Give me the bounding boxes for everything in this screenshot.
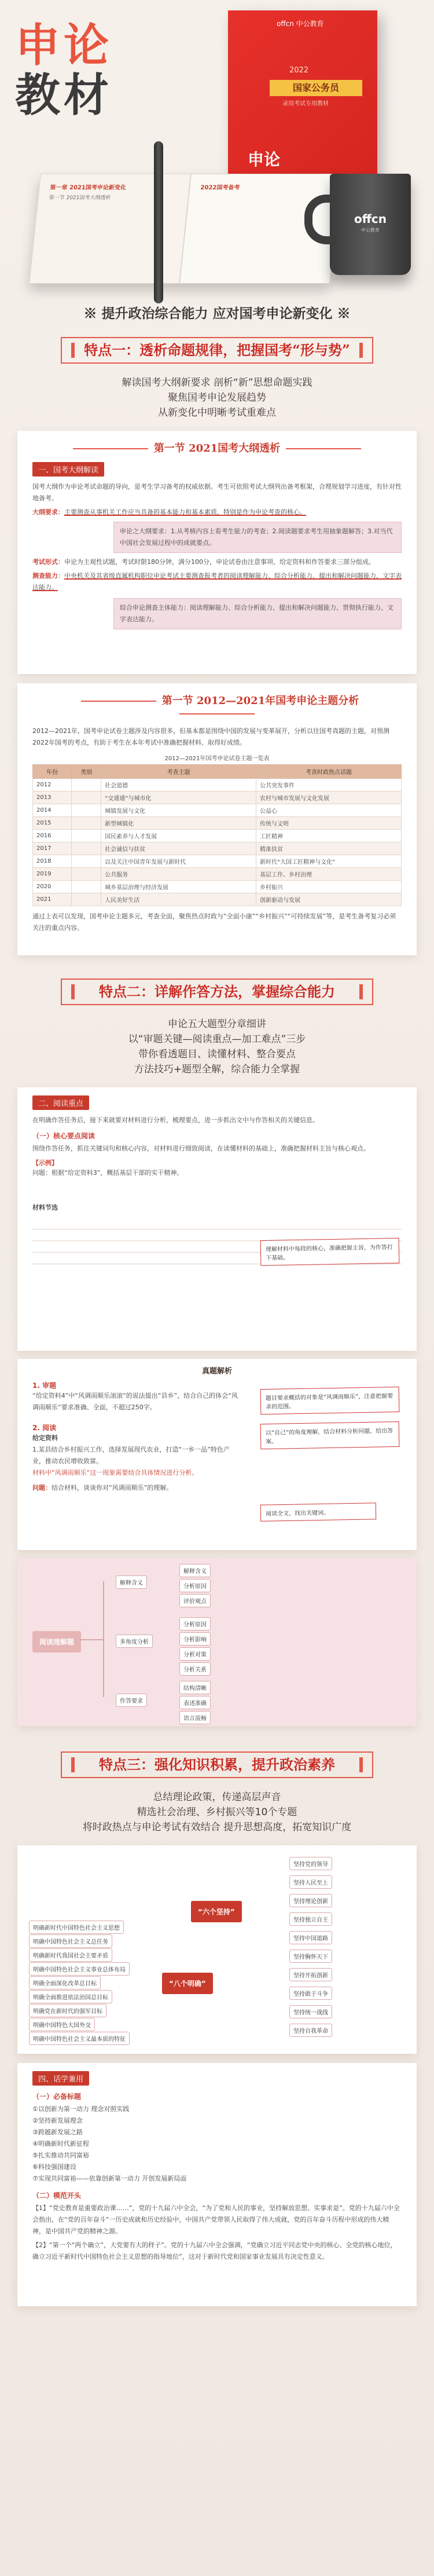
- mindmap-leaf: 评价观点: [179, 1594, 211, 1607]
- ribbon-bar-right: [359, 984, 363, 999]
- mindmap-connector: [103, 1581, 104, 1697]
- section2-p2: 通过上表可以发现，国考申论主题多元，考查全面，聚焦热点时政与“全面小康”“乡村振兴”“可持续发展”等，是考生备考复习必须关注的重点内容。: [32, 913, 396, 932]
- section1-card: [17, 431, 417, 674]
- table-row: [33, 881, 402, 893]
- hero-title: [15, 19, 113, 122]
- section2-heading: 第一节 2012—2021年国考申论主题分析: [32, 683, 402, 720]
- feature1-bullet: 聚焦国考申论发展趋势: [168, 392, 266, 404]
- table-cell: 农村与城市发展与文化发展: [256, 792, 401, 804]
- detail-q2: 2. 阅读: [32, 1424, 57, 1432]
- table-cell: 2019: [33, 868, 72, 881]
- mindmap-branch: 多角度分析: [116, 1635, 153, 1648]
- ribbon-bar-right: [359, 343, 363, 358]
- mindmap-root: 阅读理解题: [32, 1631, 81, 1652]
- feature1-bullet: 解读国考大纲新要求 剖析“新”思想命题实践: [122, 377, 312, 389]
- book-publisher: offcn 中公教育: [277, 20, 324, 28]
- mindmap-branch: 作答要求: [116, 1694, 147, 1707]
- open-book-left-title: 第一章 2021国考申论新变化: [49, 185, 127, 191]
- title-item: ③跨越新发展之路: [32, 2128, 83, 2136]
- table-cell: 人民美好生活: [101, 893, 256, 906]
- table-cell: 2015: [33, 817, 72, 830]
- table-row: [33, 842, 402, 855]
- mug-image: [330, 174, 411, 275]
- pen-image: [154, 141, 163, 303]
- topics-left-item: 明确全面推进依法治国总目标: [29, 1990, 112, 2003]
- feature3-ribbon: [61, 1751, 373, 1778]
- mindmap-leaf: 分析对策: [179, 1647, 211, 1661]
- table-cell: 创新驱动与发展: [256, 893, 401, 906]
- section3-p1: 在明确作答任务后，接下来就要对材料进行分析，梳理要点，进一步抓出文中与作答相关的关键信息。: [32, 1116, 319, 1124]
- table-cell: [72, 868, 101, 881]
- title-item: ④明确新时代新征程: [32, 2140, 89, 2148]
- table-cell: 2012: [33, 779, 72, 792]
- mindmap-leaf: 分析原因: [179, 1617, 211, 1630]
- table-header: 考查时政热点话题: [256, 765, 401, 779]
- table-cell: “交通通”与城市化: [101, 792, 256, 804]
- hero-title-line2: 教材: [15, 69, 113, 122]
- feature2-bullet: 方法技巧+题型全解，综合能力全掌握: [134, 1064, 300, 1075]
- table-cell: [72, 855, 101, 868]
- ribbon-bar-left: [71, 984, 75, 999]
- ribbon-bar-right: [359, 1757, 363, 1772]
- feature1-bullets: [0, 375, 434, 420]
- section1-highlight2: 综合申论测查主体能力：阅读理解能力、综合分析能力、提出和解决问题能力、贯彻执行能力、文字表达能力。: [113, 598, 402, 629]
- book-year: 2022: [289, 66, 309, 75]
- open-book-left-page: [29, 174, 191, 284]
- feature3-bullet: 精选社会治理、乡村振兴等10个专题: [137, 1807, 297, 1818]
- table-header: 年份: [33, 765, 72, 779]
- table-cell: 2017: [33, 842, 72, 855]
- mindmap-leaf: 分析影响: [179, 1632, 211, 1646]
- feature2-bullet: 带你看透题目、读懂材料、整合要点: [138, 1049, 296, 1060]
- mindmap-leaf: 解释含义: [179, 1564, 211, 1577]
- mindmap-connector: [80, 1639, 103, 1640]
- table-row: [33, 868, 402, 881]
- topics-center-mid: “八个明确”: [162, 1973, 213, 1994]
- title-item: ⑦实现共同富裕——依靠创新第一动力 开创发展新局面: [32, 2175, 187, 2182]
- feature3-bullet: 总结理论政策，传递高层声音: [153, 1791, 281, 1803]
- mindmap-leaf: 语言流畅: [179, 1711, 211, 1724]
- feature2-ribbon: [61, 979, 373, 1005]
- margin-note: 理解材料中每段的核心，准确把握主旨，为作答打下基础。: [260, 1238, 400, 1266]
- section2-card: [17, 683, 417, 955]
- topics-left-item: 明确中国特色社会主义最本质的特征: [29, 2032, 130, 2045]
- mindmap-card: [17, 1558, 417, 1726]
- themes-table: [32, 764, 402, 906]
- topics-right-item: 坚持统一战线: [289, 2005, 332, 2018]
- topics-left-item: 明确中国特色社会主义总任务: [29, 1934, 112, 1948]
- feature2-bullet: 以“审题关键—阅读重点—加工难点”三步: [128, 1034, 306, 1045]
- section1-heading: 第一节 2021国考大纲透析: [32, 431, 402, 455]
- example-label: 【示例】: [32, 1159, 58, 1167]
- table-cell: 国民素养与人才发展: [101, 830, 256, 842]
- feature2-ribbon-text: 特点二：详解作答方法，掌握综合能力: [99, 983, 335, 1000]
- table-cell: [72, 779, 101, 792]
- table-cell: 公益心: [256, 804, 401, 817]
- book-subject: 申论: [248, 150, 281, 169]
- table-cell: 乡村振兴: [256, 881, 401, 893]
- topics-right-item: 坚持中国道路: [289, 1931, 332, 1944]
- title-item: ①以创新为第一动力 理念对照实践: [32, 2105, 130, 2113]
- detail-note3: 以“自己”的角度理解，结合材料分析问题，给出答案。: [260, 1421, 400, 1449]
- table-row: [33, 855, 402, 868]
- table-cell: 2014: [33, 804, 72, 817]
- table-cell: [72, 893, 101, 906]
- table-cell: 城镇发展与文化: [101, 804, 256, 817]
- section4-sub1: （一）必备标题: [32, 2093, 82, 2101]
- table-cell: 2020: [33, 881, 72, 893]
- book-series-sub: 录用考试专用教材: [282, 101, 329, 107]
- section1-p4-wrap: 测查能力：中央机关及其省级直属机构职位申论考试主要测查报考者的阅读理解能力、综合分析能力、提出和解决问题能力、文字表达能力。: [32, 572, 402, 591]
- table-cell: 2013: [33, 792, 72, 804]
- section1-highlight1: 申论之大纲要求：1.从考核内容上看考生能力的考查；2.阅读题要求考生用抽象题解答；3.对当代中国社会发展过程中的成就要点。: [113, 522, 402, 553]
- ribbon-bar-left: [71, 343, 75, 358]
- topics-left-item: 明确新时代我国社会主要矛盾: [29, 1948, 112, 1962]
- table-header: 类别: [72, 765, 101, 779]
- table-cell: [72, 804, 101, 817]
- hero-title-line1: 申论: [15, 19, 113, 72]
- section3-tag: 二、阅读重点: [32, 1095, 89, 1110]
- table-cell: 公共突发事件: [256, 779, 401, 792]
- detail-q2-text: 1.某县结合乡村振兴工作，选择发展现代农业，打造“一乡一品”特色产业，推动农民增收致富。: [32, 1446, 230, 1465]
- section4-card: [17, 2063, 417, 2306]
- feature1-ribbon-text: 特点一：透析命题规律，把握国考“形与势”: [84, 342, 350, 358]
- detail-card: [17, 1359, 417, 1550]
- mindmap-leaf: 结构清晰: [179, 1681, 211, 1694]
- feature1-bullet: 从新变化中明晰考试重难点: [158, 407, 276, 419]
- detail-q2-red: 材料中“风调雨顺乐”这一现象需要结合具体情况进行分析。: [32, 1469, 198, 1476]
- section4-p2: 【2】“第一个“两个确立”，大党要有大的样子”。党的十九届六中全会强调，“党确立习近平同志党中央的核心、全党的核心地位，确立习近平新时代中国特色社会主义思想的指导地位”，这对于新时代党和国家事业发展具有决定性意义。: [32, 2241, 397, 2260]
- section3-sub: （一）核心要点阅读: [32, 1132, 95, 1140]
- table-row: [33, 893, 402, 906]
- table-row: [33, 804, 402, 817]
- table-cell: [72, 881, 101, 893]
- example-question: 问题：根据“给定资料3”，概括基层干部的实干精神。: [32, 1169, 183, 1177]
- feature2-bullets: [0, 1017, 434, 1077]
- topics-center-top: “六个坚持”: [191, 1901, 242, 1922]
- table-cell: 精准扶贫: [256, 842, 401, 855]
- mindmap-leaf: 表述准确: [179, 1696, 211, 1709]
- detail-q1-text: “给定资料4”中“风调雨顺乐滚滚”的说法提出“县乡”，结合自己的体会“风调雨顺乐”要求准确、全面，不超过250字。: [32, 1392, 238, 1411]
- table-header-row: [33, 765, 402, 779]
- section4-tag: 四、话学兼用: [32, 2071, 89, 2086]
- feature3-ribbon-text: 特点三：强化知识积累，提升政治素养: [99, 1756, 335, 1773]
- topics-right-item: 坚持人民至上: [289, 1875, 332, 1889]
- detail-q3-wrap: 问题：结合材料，谈谈你对“风调雨顺乐”的理解。: [32, 1484, 173, 1492]
- table-cell: 城乡基层治理与经济发展: [101, 881, 256, 893]
- title-item: ⑥科技强国建设: [32, 2163, 76, 2171]
- table-body: [33, 779, 402, 906]
- detail-head: 真题解析: [201, 1367, 232, 1376]
- material-head: 材料节选: [32, 1204, 58, 1211]
- table-header: 考查主题: [101, 765, 256, 779]
- titles-list: [32, 2104, 402, 2185]
- section1-p2-wrap: 大纲要求：主要测查从事机关工作应当具备的基本能力和基本素质，特别是作为申论考查的核心。: [32, 508, 306, 516]
- table-cell: [72, 830, 101, 842]
- detail-note4: 阅读全文，找出关键词。: [260, 1503, 376, 1521]
- topics-left-item: 明确全面深化改革总目标: [29, 1976, 101, 1989]
- detail-q2-sub: 给定资料: [32, 1434, 58, 1442]
- table-cell: [72, 817, 101, 830]
- table-cell: 2016: [33, 830, 72, 842]
- mug-logo: offcn: [354, 212, 387, 226]
- feature3-bullets: [0, 1790, 434, 1835]
- topics-right-item: 坚持自我革命: [289, 2024, 332, 2037]
- table-cell: [72, 792, 101, 804]
- feature1-ribbon: [61, 337, 373, 364]
- feature3-bullet: 将时政热点与申论考试有效结合 提升思想高度，拓宽知识广度: [82, 1822, 352, 1833]
- table-row: [33, 830, 402, 842]
- topics-right-item: 坚持党的领导: [289, 1857, 332, 1870]
- tagline: ※ 提升政治综合能力 应对国考申论新变化 ※: [83, 306, 351, 321]
- ribbon-bar-left: [71, 1757, 75, 1772]
- table-cell: 基层工作、乡村治理: [256, 868, 401, 881]
- table-title: 2012—2021年国考申论试卷主题一览表: [164, 756, 270, 762]
- section1-tag: 一、国考大纲解读: [32, 462, 104, 477]
- table-cell: 新时代“大国工匠精神与文化”: [256, 855, 401, 868]
- section3-p2: 围绕作答任务，抓住关键词句和核心内容，对材料进行细致阅读，在读懂材料的基础上，准确把握材料主旨与核心观点。: [32, 1145, 370, 1152]
- topics-right-item: 坚持胸怀天下: [289, 1950, 332, 1963]
- table-cell: 以及关注中国青年发展与新时代: [101, 855, 256, 868]
- topics-right-item: 坚持独立自主: [289, 1912, 332, 1926]
- table-cell: 2021: [33, 893, 72, 906]
- section1-tag-wrap: [32, 462, 402, 477]
- topics-right-item: 坚持开拓创新: [289, 1968, 332, 1981]
- table-row: [33, 817, 402, 830]
- table-row: [33, 792, 402, 804]
- section4-sub2: （二）模范开头: [32, 2192, 82, 2200]
- table-cell: 传统与文明: [256, 817, 401, 830]
- section1-p1: 国考大纲作为申论考试命题的导向，是考生学习备考的权威依据。考生可依照考试大纲列出备考框架，合理规划学习进度，有针对性地备考。: [32, 483, 402, 502]
- title-item: ⑤扎实推动共同富裕: [32, 2152, 89, 2159]
- topics-left-item: 明确党在新时代的强军目标: [29, 2004, 106, 2017]
- table-cell: [72, 842, 101, 855]
- topics-card: [17, 1845, 417, 2054]
- table-cell: 公共服务: [101, 868, 256, 881]
- topics-left-item: 明确中国特色大国外交: [29, 2018, 95, 2031]
- topics-right-item: 坚持理论创新: [289, 1894, 332, 1907]
- mindmap-leaf: 分析原因: [179, 1579, 211, 1592]
- table-cell: 工匠精神: [256, 830, 401, 842]
- open-book-right-title: 2022国考备考: [200, 185, 240, 191]
- topics-left-item: 明确中国特色社会主义事业总体布局: [29, 1962, 130, 1976]
- section4-p1: 【1】“党史教育是重要政治课……”，党的十九届六中全会，“为了党和人民的事业，坚持解放思想、实事求是”。党的十九届六中全会指出，在“党的百年奋斗”一历史成就和历史经验中，中国共产党带领人民取得了伟大成就，党的百年奋斗历程中形成的伟大精神，是中国共产党的精神之源。: [32, 2204, 400, 2235]
- mindmap-branch: 解释含义: [116, 1575, 147, 1589]
- section1-p3-wrap: 考试形式：申论为主观性试题，考试时限180分钟，满分100分，申论试卷由注意事项、给定资料和作答要求三部分组成。: [32, 558, 375, 566]
- table-row: [33, 779, 402, 792]
- open-book-left-sub: 第一节 2021国考大纲透析: [49, 195, 111, 201]
- title-item: ②坚持新发展理念: [32, 2117, 83, 2124]
- book-series: 国家公务员: [270, 80, 362, 96]
- section2-p1: 2012—2021年，国考申论试卷主题涉及内容很多，但基本都是围绕中国的发展与变革展开，分析以往国考真题的主题，对预测2022年国考的考点，有助于考生在本年考试中准确把握材料、取得好成绩。: [32, 727, 389, 746]
- topics-right-item: 坚持敢于斗争: [289, 1987, 332, 2000]
- mindmap-leaf: 分析关系: [179, 1662, 211, 1676]
- hero-banner: [0, 0, 434, 301]
- detail-note2: 题目要求概括的对象是“风调雨顺乐”，注意把握要求的范围。: [260, 1387, 400, 1415]
- mug-logo-sub: 中公教育: [361, 228, 380, 233]
- detail-q1: 1. 审题: [32, 1382, 57, 1390]
- table-cell: 2018: [33, 855, 72, 868]
- topics-left-item: 明确新时代中国特色社会主义思想: [29, 1921, 124, 1934]
- label-outline: 大纲要求: [32, 508, 58, 516]
- table-cell: 新型城镇化: [101, 817, 256, 830]
- feature2-bullet: 申论五大题型分章细讲: [168, 1018, 266, 1030]
- open-book-image: [29, 174, 341, 284]
- table-cell: 社会诚信与扶贫: [101, 842, 256, 855]
- table-cell: 社会道德: [101, 779, 256, 792]
- section3-card: [17, 1087, 417, 1351]
